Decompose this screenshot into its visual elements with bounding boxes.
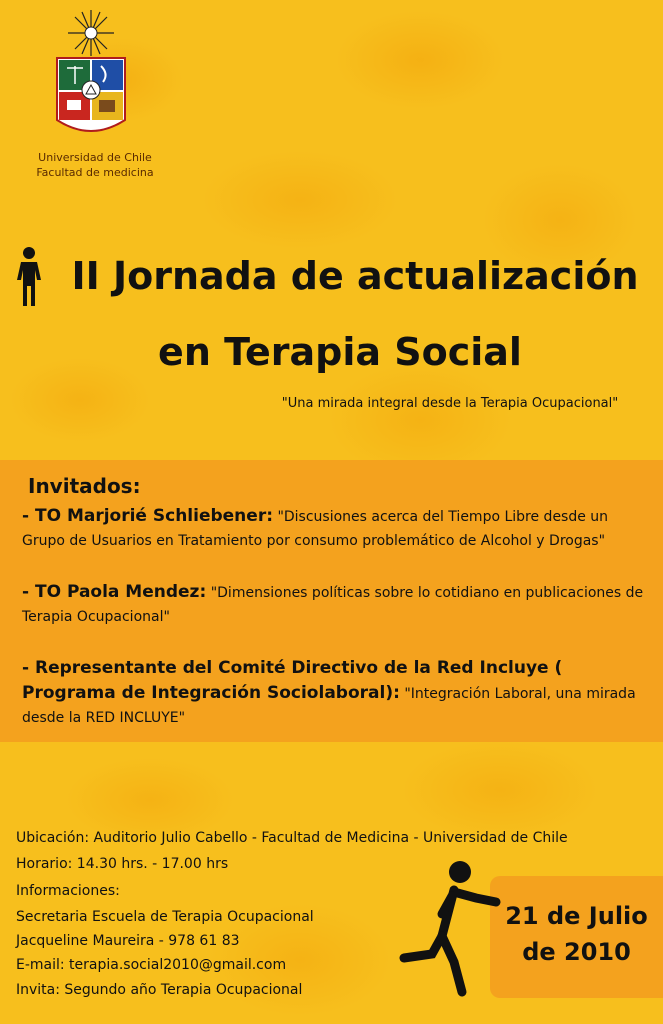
guest-name: - TO Marjorié Schliebener:	[22, 506, 273, 526]
guest-item	[22, 656, 652, 730]
guest-talk: "Integración Laboral, una mirada desde la RED INCLUYE"	[22, 686, 636, 726]
event-date-line-1: 21 de Julio	[505, 902, 648, 930]
email-text: E-mail: terapia.social2010@gmail.com	[16, 957, 287, 973]
event-subtitle: "Una mirada integral desde la Terapia Ocupacional"	[281, 396, 619, 411]
info-heading: Informaciones:	[16, 883, 120, 899]
guest-item	[22, 580, 652, 629]
institution-line-university: Universidad de Chile	[38, 151, 152, 164]
guest-talk: "Discusiones acerca del Tiempo Libre desde un Grupo de Usuarios en Tratamiento por consumo problemático de Alcohol y Drogas"	[22, 509, 609, 549]
event-date-box	[490, 876, 663, 998]
guest-name: - TO Paola Mendez:	[22, 582, 207, 602]
running-person-icon	[396, 858, 506, 1000]
schedule-text: Horario: 14.30 hrs. - 17.00 hrs	[16, 856, 229, 872]
event-title-line-1: II Jornada de actualización	[71, 254, 639, 298]
guest-name: - Representante del Comité Directivo de la Red Incluye ( Programa de Integración Sociolaboral):	[22, 658, 563, 703]
event-title	[20, 252, 660, 376]
secretary-text: Secretaria Escuela de Terapia Ocupacional	[16, 909, 314, 925]
guest-item	[22, 504, 652, 553]
institution-line-faculty: Facultad de medicina	[36, 166, 154, 179]
event-title-line-2: en Terapia Social	[158, 330, 522, 374]
university-crest-icon	[55, 8, 127, 142]
location-text: Ubicación: Auditorio Julio Cabello - Facultad de Medicina - Universidad de Chile	[16, 830, 568, 846]
guests-heading: Invitados:	[28, 474, 141, 498]
event-date-line-2: de 2010	[522, 938, 631, 966]
contact-text: Jacqueline Maureira - 978 61 83	[16, 933, 240, 949]
institution-name	[20, 150, 170, 180]
guest-talk: "Dimensiones políticas sobre lo cotidiano en publicaciones de Terapia Ocupacional"	[22, 585, 644, 625]
invites-text: Invita: Segundo año Terapia Ocupacional	[16, 982, 303, 998]
